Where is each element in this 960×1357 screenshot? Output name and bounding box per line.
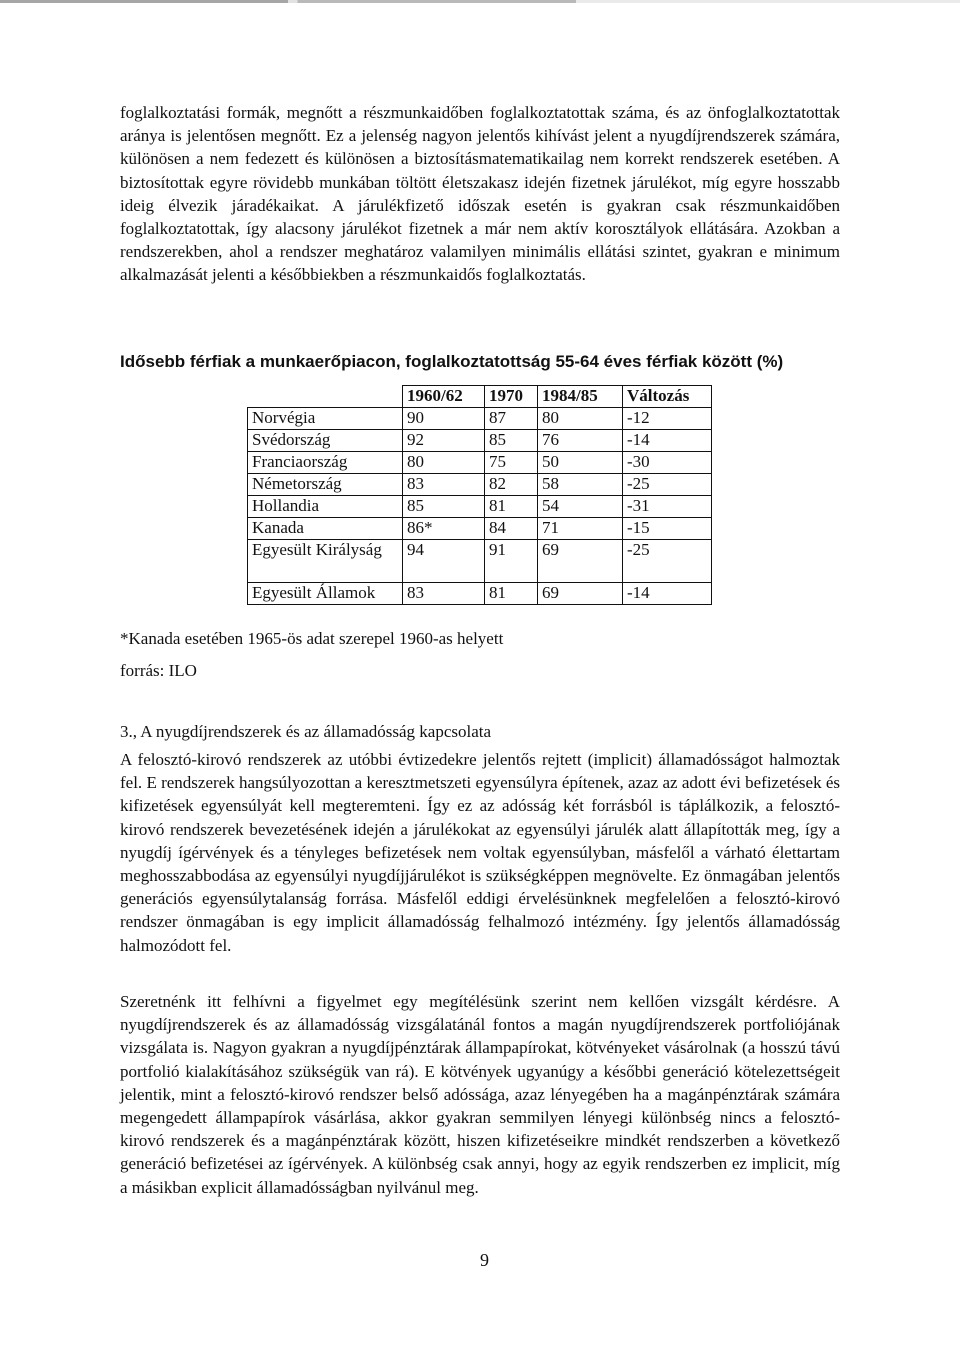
- value-1960-cell: 92: [403, 430, 485, 452]
- country-cell: Hollandia: [248, 496, 403, 518]
- table-source: forrás: ILO: [120, 661, 197, 680]
- country-cell: Norvégia: [248, 408, 403, 430]
- value-1970-cell: 85: [485, 430, 538, 452]
- table-row: [248, 452, 712, 474]
- value-1984-cell: 54: [538, 496, 623, 518]
- employment-table: [247, 385, 712, 605]
- change-cell: -30: [623, 452, 712, 474]
- scan-edge-line: [0, 0, 960, 3]
- table-row: [248, 583, 712, 605]
- value-1970-cell: 82: [485, 474, 538, 496]
- change-cell: -12: [623, 408, 712, 430]
- value-1984-cell: 50: [538, 452, 623, 474]
- header-1960: 1960/62: [403, 386, 485, 408]
- section3-paragraph-1: A felosztó-kirovó rendszerek az utóbbi évtizedekre jelentős rejtett (implicit) államadósságot halmoztak fel. E rendszerek hangsúlyozottan a keresztmetszeti egyensúlyra építenek, azaz az adott évi befizetések és kifizetések egyensúlyát kell megteremteni. Így ez az adósság két forrásból is táplálkozik, a felosztó-kirovó rendszerek bevezetésének idején a járulékokat az egyensúlyi járulék alatt állapították meg, így a nyugdíj ígérvények és a tényleges befizetések nem voltak egyensúlyban, másfelől a várható élettartam meghosszabbodása az egyensúlyi nyugdíjjárulékot is szükségképpen megnövelte. Ez önmagában jelentős generációs egyensúlytalanság forrása. Másfelől eddigi érvelésünknek megfelelően a felosztó-kirovó rendszer önmagában is egy implicit államadósság felhalmozó intézmény. Így jelentős államadósság halmozódott fel.: [120, 750, 840, 955]
- country-cell: Franciaország: [248, 452, 403, 474]
- country-cell: Egyesült Királyság: [248, 540, 403, 583]
- change-cell: -15: [623, 518, 712, 540]
- change-cell: -25: [623, 540, 712, 583]
- value-1960-cell: 90: [403, 408, 485, 430]
- value-1970-cell: 87: [485, 408, 538, 430]
- value-1970-cell: 81: [485, 583, 538, 605]
- table-title: Idősebb férfiak a munkaerőpiacon, foglalkoztatottság 55-64 éves férfiak között (%): [120, 352, 784, 371]
- table-header-row: [248, 386, 712, 408]
- value-1970-cell: 81: [485, 496, 538, 518]
- header-change: Változás: [623, 386, 712, 408]
- value-1960-cell: 94: [403, 540, 485, 583]
- value-1984-cell: 58: [538, 474, 623, 496]
- change-cell: -25: [623, 474, 712, 496]
- change-cell: -14: [623, 583, 712, 605]
- value-1970-cell: 75: [485, 452, 538, 474]
- table-row: [248, 408, 712, 430]
- value-1960-cell: 83: [403, 583, 485, 605]
- change-cell: -14: [623, 430, 712, 452]
- value-1970-cell: 91: [485, 540, 538, 583]
- header-blank-cell: [248, 386, 403, 408]
- value-1984-cell: 80: [538, 408, 623, 430]
- country-cell: Kanada: [248, 518, 403, 540]
- table-row: [248, 540, 712, 583]
- value-1984-cell: 71: [538, 518, 623, 540]
- value-1960-cell: 86*: [403, 518, 485, 540]
- value-1984-cell: 69: [538, 583, 623, 605]
- table-footnote: *Kanada esetében 1965-ös adat szerepel 1960-as helyett: [120, 629, 504, 648]
- value-1960-cell: 80: [403, 452, 485, 474]
- table-row: [248, 518, 712, 540]
- value-1970-cell: 84: [485, 518, 538, 540]
- value-1960-cell: 83: [403, 474, 485, 496]
- header-1984: 1984/85: [538, 386, 623, 408]
- change-cell: -31: [623, 496, 712, 518]
- value-1984-cell: 69: [538, 540, 623, 583]
- page-number: 9: [480, 1250, 489, 1270]
- table-row: [248, 496, 712, 518]
- section-heading: 3., A nyugdíjrendszerek és az államadósság kapcsolata: [120, 722, 492, 741]
- country-cell: Németország: [248, 474, 403, 496]
- value-1984-cell: 76: [538, 430, 623, 452]
- country-cell: Svédország: [248, 430, 403, 452]
- intro-paragraph: foglalkoztatási formák, megnőtt a részmunkaidőben foglalkoztatottak száma, és az önfoglalkoztatottak aránya is jelentősen megnőtt. Ez a jelenség nagyon jelentős kihívást jelent a nyugdíjrendszerek számára, különösen a nem fedezett és különösen a biztosításmatematikailag nem korrekt rendszerek esetében. A biztosítottak egyre rövidebb munkában töltött életszakasz idején fizetnek járulékot, míg egyre hosszabb ideig élvezik járadékaikat. A járulékfizető időszak esetén is gyakran csak részmunkaidőben foglalkoztatottak, így alacsony járulékot fizetnek a már nem aktív korosztályok ellátására. Azokban a rendszerekben, ahol a rendszer meghatároz valamilyen minimális ellátási szintet, gyakran e minimum alkalmazását jelenti a későbbiekben a részmunkaidős foglalkoztatás.: [120, 103, 840, 285]
- country-cell: Egyesült Államok: [248, 583, 403, 605]
- table-row: [248, 474, 712, 496]
- value-1960-cell: 85: [403, 496, 485, 518]
- table-row: [248, 430, 712, 452]
- section3-paragraph-2: Szeretnénk itt felhívni a figyelmet egy megítélésünk szerint nem kellően vizsgált kérdésre. A nyugdíjrendszerek és az államadósság vizsgálatánál fontos a magán nyugdíjrendszerek portfoliójának vizsgálata is. Nagyon gyakran a nyugdíjpénztárak állampapírokat, kötvényeket vásárolnak (a hosszú távú portfolió kialakításához szükségük van rá). E kötvények ugyanúgy a későbbi generáció kötelezettségeit jelentik, mint a felosztó-kirovó rendszer belső adóssága, azaz lényegében ha a magánpénztárak számára megengedett állampapírok vásárlása, akkor gyakran semmilyen lényegi különbség nincs a felosztó-kirovó rendszerek és a magánpénztárak között, hiszen kifizetéseikre mindkét rendszerben a következő generáció befizetései az ígérvények. A különbség csak annyi, hogy az egyik rendszerben ez implicit, míg a másikban explicit államadósságban nyilvánul meg.: [120, 992, 840, 1197]
- header-1970: 1970: [485, 386, 538, 408]
